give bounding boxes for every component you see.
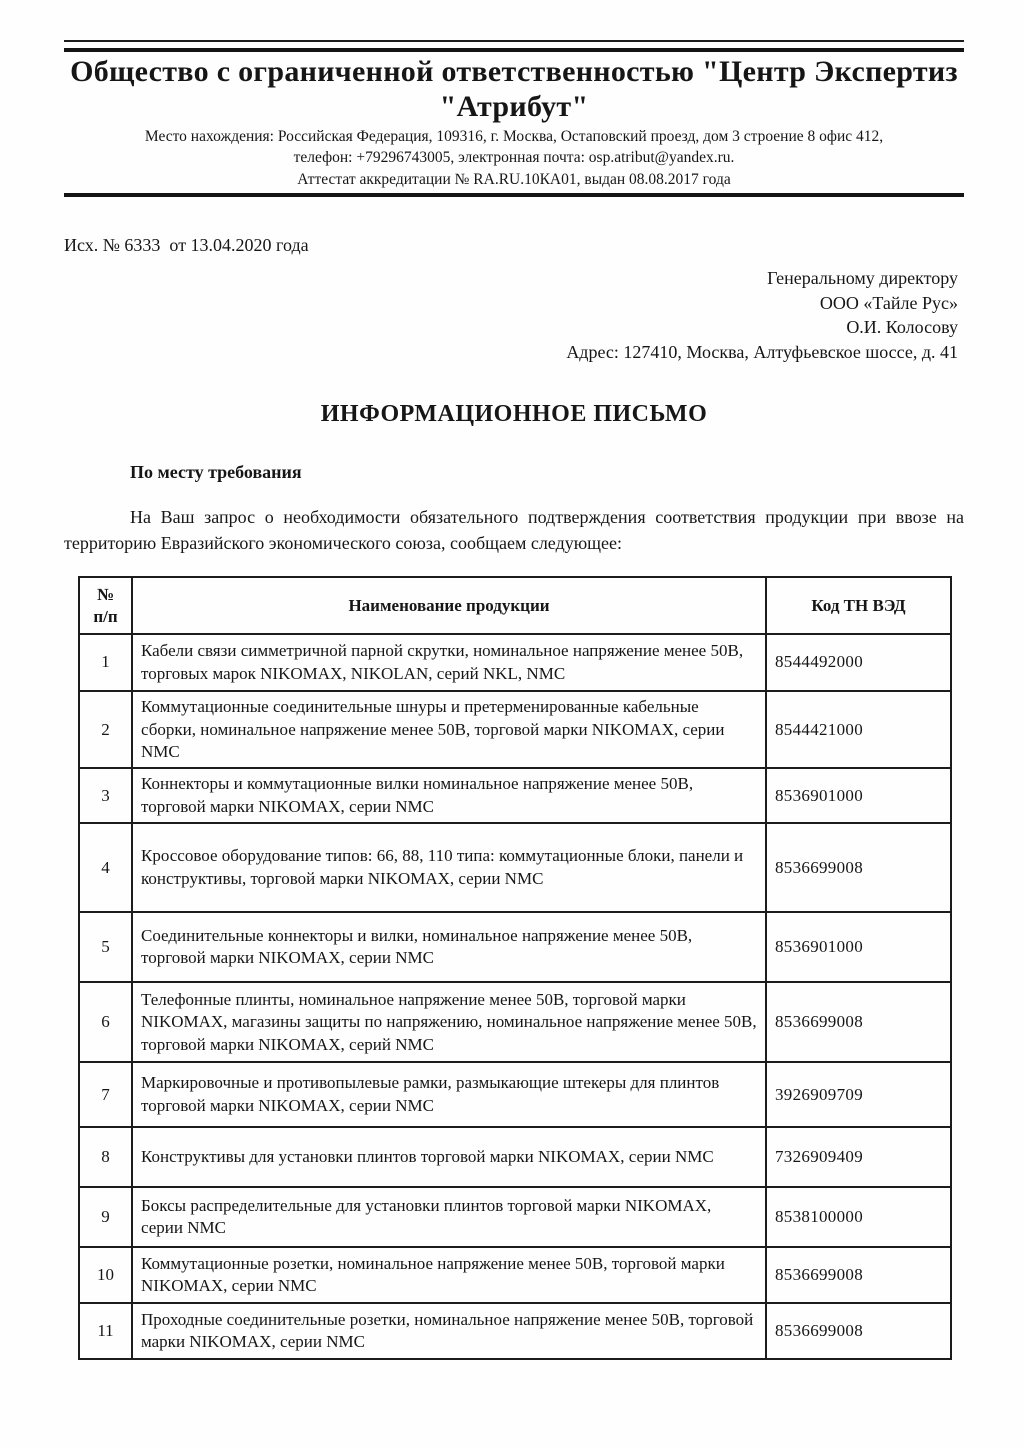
intro-paragraph: На Ваш запрос о необходимости обязательного подтверждения соответствия продукции при ввозе на территорию Евразийского экономического союза, сообщаем следующее:	[64, 507, 964, 553]
tnved-code: 8538100000	[766, 1187, 951, 1247]
row-number: 6	[79, 982, 132, 1062]
product-name: Конструктивы для установки плинтов торговой марки NIKOMAX, серии NMC	[132, 1127, 766, 1187]
product-name: Боксы распределительные для установки плинтов торговой марки NIKOMAX, серии NMC	[132, 1187, 766, 1247]
tnved-code: 8536699008	[766, 982, 951, 1062]
recipient-position: Генеральному директору	[767, 267, 958, 288]
letterhead-address-line: Место нахождения: Российская Федерация, 109316, г. Москва, Остаповский проезд, дом 3 строение 8 офис 412,	[144, 128, 884, 145]
header-cell-code: Код ТН ВЭД	[766, 577, 951, 634]
tnved-code: 8544421000	[766, 691, 951, 768]
table-row	[79, 912, 951, 982]
row-number: 2	[79, 691, 132, 768]
header-num-bottom: п/п	[93, 606, 118, 626]
table-row	[79, 982, 951, 1062]
product-name: Коннекторы и коммутационные вилки номинальное напряжение менее 50В, торговой марки NIKOMAX, серии NMC	[132, 768, 766, 823]
company-name-line1: Общество с ограниченной ответственностью "Центр Экспертиз	[70, 55, 958, 88]
table-header-row	[79, 577, 951, 634]
company-name	[64, 55, 964, 124]
table-row	[79, 1247, 951, 1303]
header-cell-name: Наименование продукции	[132, 577, 766, 634]
salutation: По месту требования	[130, 462, 302, 483]
recipient-company: ООО «Тайле Рус»	[819, 292, 958, 313]
header-num-top: №	[96, 585, 115, 605]
row-number: 5	[79, 912, 132, 982]
tnved-code: 8536699008	[766, 1247, 951, 1303]
tnved-code: 3926909709	[766, 1062, 951, 1127]
product-name: Проходные соединительные розетки, номинальное напряжение менее 50В, торговой марки NIKOMAX, серии NMC	[132, 1303, 766, 1359]
tnved-code: 8536901000	[766, 768, 951, 823]
row-number: 9	[79, 1187, 132, 1247]
product-name: Телефонные плинты, номинальное напряжение менее 50В, торговой марки NIKOMAX, магазины защиты по напряжению, номинальное напряжение менее 50В, торговой марки NIKOMAX, серий NMC	[132, 982, 766, 1062]
letterhead-top-rule	[64, 40, 964, 52]
tnved-code: 8536901000	[766, 912, 951, 982]
letterhead-accreditation-line: Аттестат аккредитации № RA.RU.10КА01, выдан 08.08.2017 года	[297, 170, 731, 188]
row-number: 10	[79, 1247, 132, 1303]
table-row	[79, 768, 951, 823]
product-name: Маркировочные и противопылевые рамки, размыкающие штекеры для плинтов торговой марки NIKOMAX, серии NMC	[132, 1062, 766, 1127]
product-name: Кроссовое оборудование типов: 66, 88, 110 типа: коммутационные блоки, панели и конструктивы, торговой марки NIKOMAX, серии NMC	[132, 823, 766, 912]
tnved-code: 8536699008	[766, 823, 951, 912]
table-row	[79, 1187, 951, 1247]
product-name: Кабели связи симметричной парной скрутки, номинальное напряжение менее 50В, торговых марок NIKOMAX, NIKOLAN, серий NKL, NMC	[132, 634, 766, 691]
table-row	[79, 634, 951, 691]
table-row	[79, 1303, 951, 1359]
recipient-person: О.И. Колосову	[846, 317, 958, 338]
company-name-line2: "Атрибут"	[439, 89, 589, 123]
tnved-code: 8536699008	[766, 1303, 951, 1359]
tnved-code: 7326909409	[766, 1127, 951, 1187]
row-number: 1	[79, 634, 132, 691]
row-number: 8	[79, 1127, 132, 1187]
outgoing-ref-line: Исх. № 6333 от 13.04.2020 года	[64, 235, 309, 256]
table-row	[79, 1062, 951, 1127]
product-name: Соединительные коннекторы и вилки, номинальное напряжение менее 50В, торговой марки NIKOMAX, серии NMC	[132, 912, 766, 982]
recipient-address: Адрес: 127410, Москва, Алтуфьевское шоссе, д. 41	[566, 342, 958, 363]
product-name: Коммутационные розетки, номинальное напряжение менее 50В, торговой марки NIKOMAX, серии NMC	[132, 1247, 766, 1303]
table-row	[79, 1127, 951, 1187]
tnved-code: 8544492000	[766, 634, 951, 691]
recipient-block	[64, 266, 964, 365]
row-number: 3	[79, 768, 132, 823]
document-title: ИНФОРМАЦИОННОЕ ПИСЬМО	[320, 401, 708, 428]
row-number: 7	[79, 1062, 132, 1127]
table-row	[79, 691, 951, 768]
row-number: 11	[79, 1303, 132, 1359]
product-name: Коммутационные соединительные шнуры и претерменированные кабельные сборки, номинальное напряжение менее 50В, торговой марки NIKOMAX, серии NMC	[132, 691, 766, 768]
letterhead-contact-line: телефон: +79296743005, электронная почта: osp.atribut@yandex.ru.	[293, 149, 735, 167]
header-cell-num	[79, 577, 132, 634]
letterhead-address-block	[64, 126, 964, 197]
products-table	[78, 576, 952, 1360]
table-row	[79, 823, 951, 912]
row-number: 4	[79, 823, 132, 912]
